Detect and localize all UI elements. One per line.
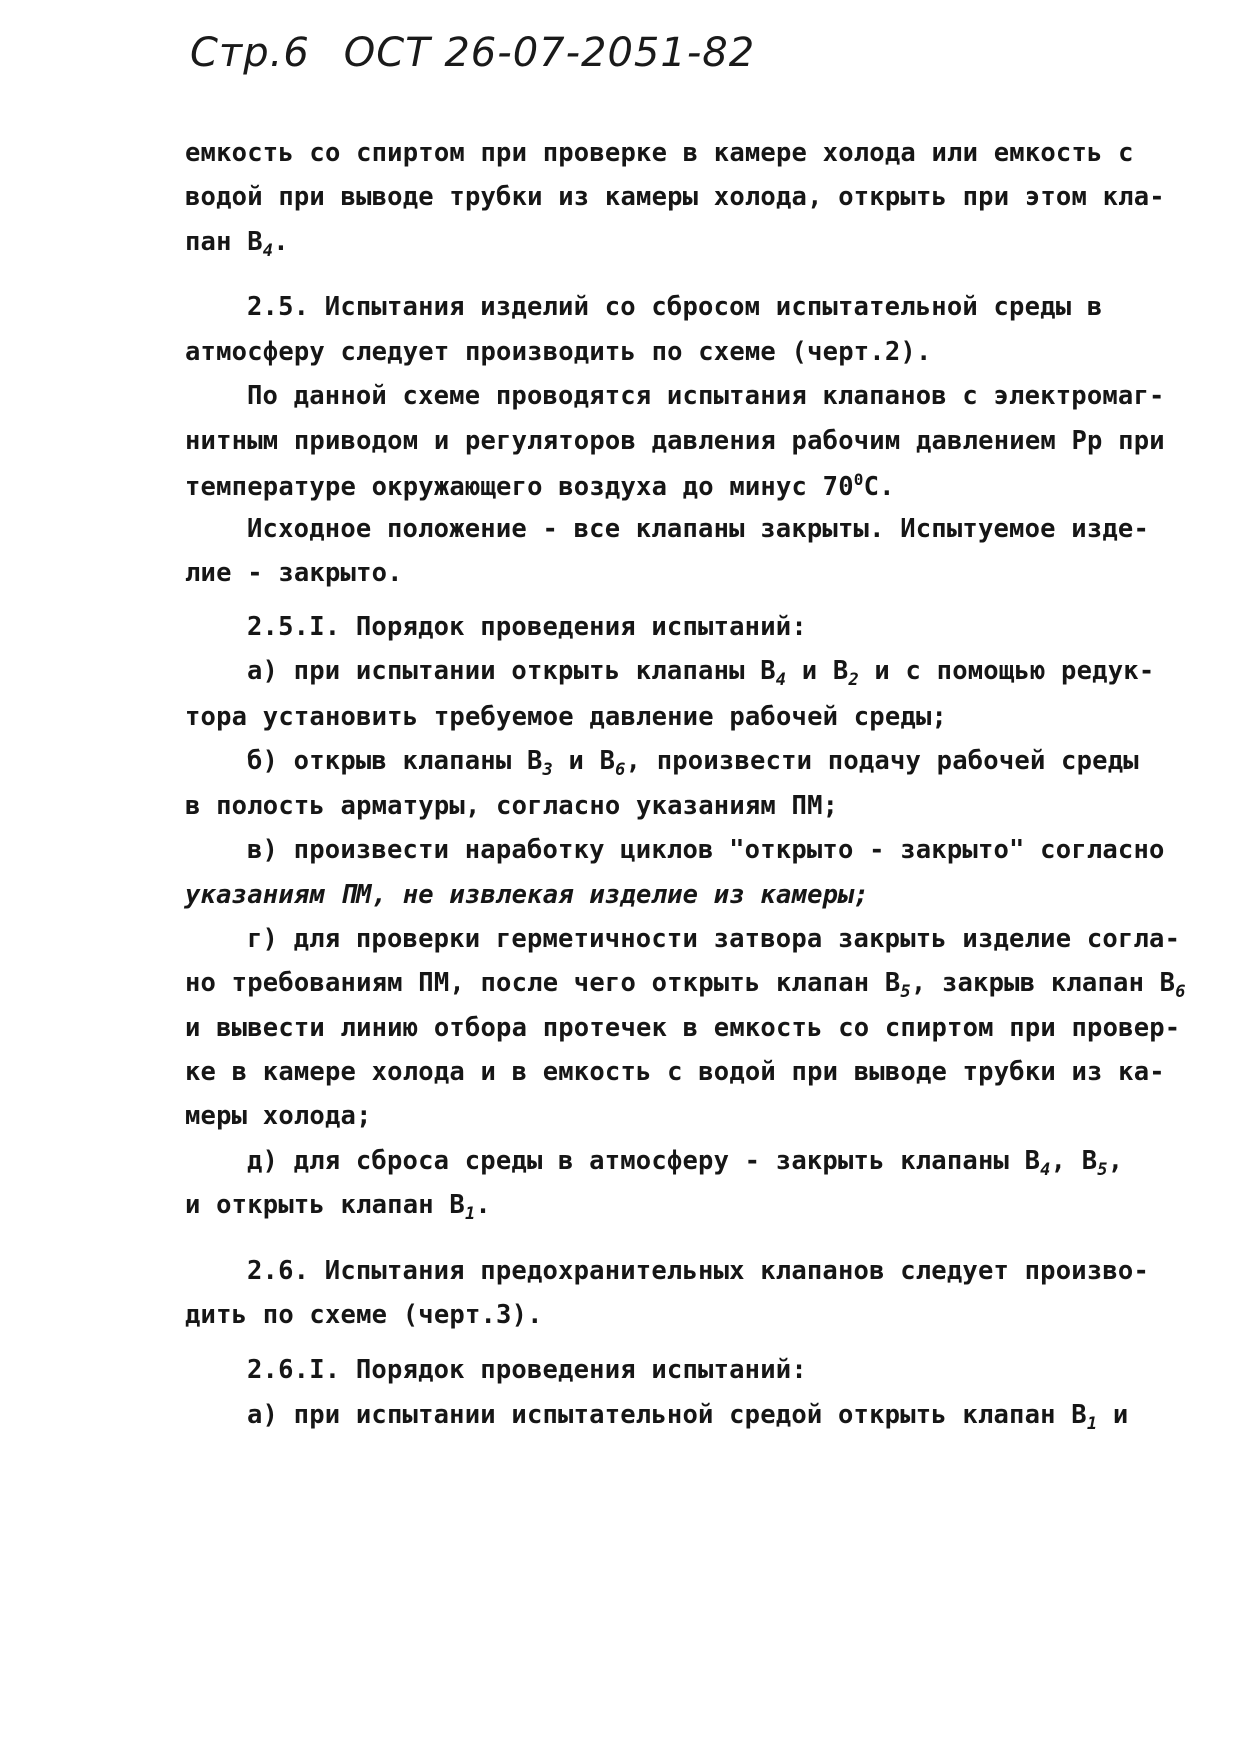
text-run: лие - закрыто. xyxy=(185,558,403,588)
subscript-index: 2 xyxy=(848,670,859,690)
text-line xyxy=(247,924,1180,954)
text-run: и xyxy=(1097,1400,1129,1430)
subscript-index: 1 xyxy=(1086,1414,1098,1434)
superscript-degree: 0 xyxy=(853,470,864,489)
text-run: 2.6.I. Порядок проведения испытаний: xyxy=(247,1355,807,1385)
document-code: ОСТ 26-07-2051-82 xyxy=(343,30,756,76)
subscript-index: 6 xyxy=(1175,982,1186,1002)
text-run: б) открыв клапаны В xyxy=(247,746,543,776)
text-line xyxy=(247,835,1165,865)
text-line xyxy=(185,182,1165,212)
text-line xyxy=(247,1400,1128,1434)
subscript-index: 6 xyxy=(615,760,626,780)
text-run: 2.5. Испытания изделий со сбросом испытательной среды в xyxy=(247,292,1103,322)
text-line xyxy=(247,1355,807,1385)
text-run: Исходное положение - все клапаны закрыты. Испытуемое изде- xyxy=(247,514,1150,544)
subscript-index: 1 xyxy=(464,1204,476,1224)
text-run: тора установить требуемое давление рабочей среды; xyxy=(185,702,948,732)
text-run: в полость арматуры, согласно указаниям ПМ; xyxy=(185,791,839,821)
text-line xyxy=(185,1013,1180,1043)
text-run: указаниям ПМ, не извлекая изделие из камеры; xyxy=(185,880,870,910)
text-run: . xyxy=(273,227,289,257)
text-line xyxy=(247,1256,1149,1286)
subscript-index: 3 xyxy=(542,760,553,780)
text-run: а) при испытании открыть клапаны В xyxy=(247,656,776,686)
text-line xyxy=(185,880,869,910)
text-run: , закрыв клапан В xyxy=(910,968,1176,998)
text-run: и В xyxy=(552,746,616,776)
text-run: и вывести линию отбора протечек в емкость со спиртом при провер- xyxy=(185,1013,1181,1043)
text-run: и В xyxy=(786,656,849,686)
text-run: д) для сброса среды в атмосферу - закрыть клапаны В xyxy=(247,1146,1041,1176)
text-run: меры холода; xyxy=(185,1101,372,1131)
text-run: и с помощью редук- xyxy=(858,656,1155,686)
text-line xyxy=(185,968,1186,1002)
text-line xyxy=(185,337,932,367)
text-line xyxy=(247,656,1154,690)
text-line xyxy=(185,1101,372,1131)
text-run: г) для проверки герметичности затвора закрыть изделие согла- xyxy=(247,924,1181,954)
text-line xyxy=(185,1190,491,1224)
text-line xyxy=(247,612,807,642)
subscript-index: 5 xyxy=(1097,1160,1108,1180)
text-line xyxy=(247,514,1149,544)
text-run: , произвести подачу рабочей среды xyxy=(625,746,1139,776)
page-number-label: Стр.6 xyxy=(190,30,310,76)
text-run: в) произвести наработку циклов "открыто - закрыто" согласно xyxy=(247,835,1165,865)
text-run: , xyxy=(1107,1146,1124,1176)
text-line xyxy=(185,702,947,732)
text-run: и открыть клапан В xyxy=(185,1190,465,1220)
text-line xyxy=(247,1146,1123,1180)
text-run: водой при выводе трубки из камеры холода, открыть при этом кла- xyxy=(185,182,1165,212)
subscript-index: 4 xyxy=(262,241,274,261)
text-run: пан В xyxy=(185,227,263,257)
text-line xyxy=(185,138,1134,168)
text-line xyxy=(185,1057,1165,1087)
subscript-index: 4 xyxy=(775,670,787,690)
text-line xyxy=(247,292,1102,322)
text-line xyxy=(185,791,838,821)
subscript-index: 4 xyxy=(1040,1160,1051,1180)
text-line xyxy=(247,746,1139,780)
text-run: температуре окружающего воздуха до минус 70 xyxy=(185,472,854,502)
text-run: дить по схеме (черт.3). xyxy=(185,1300,543,1330)
text-run: По данной схеме проводятся испытания клапанов с электромаг- xyxy=(247,381,1165,411)
text-line xyxy=(247,381,1165,411)
page-header xyxy=(190,30,755,76)
text-run: , В xyxy=(1050,1146,1098,1176)
subscript-index: 5 xyxy=(900,982,911,1002)
text-run: атмосферу следует производить по схеме (черт.2). xyxy=(185,337,932,367)
text-line xyxy=(185,558,403,588)
text-run: 2.5.I. Порядок проведения испытаний: xyxy=(247,612,807,642)
text-run: а) при испытании испытательной средой открыть клапан В xyxy=(247,1400,1087,1430)
text-run: но требованиям ПМ, после чего открыть клапан В xyxy=(185,968,901,998)
text-run: 2.6. Испытания предохранительных клапанов следует произво- xyxy=(247,1256,1150,1286)
text-run: ке в камере холода и в емкость с водой при выводе трубки из ка- xyxy=(185,1057,1165,1087)
text-run: емкость со спиртом при проверке в камере холода или емкость с xyxy=(185,138,1134,168)
text-run: С. xyxy=(863,472,895,502)
text-line xyxy=(185,426,1165,456)
text-run: . xyxy=(475,1190,491,1220)
text-line xyxy=(185,227,289,261)
text-line xyxy=(185,470,895,502)
text-line xyxy=(185,1300,543,1330)
text-run: нитным приводом и регуляторов давления рабочим давлением Рр при xyxy=(185,426,1165,456)
